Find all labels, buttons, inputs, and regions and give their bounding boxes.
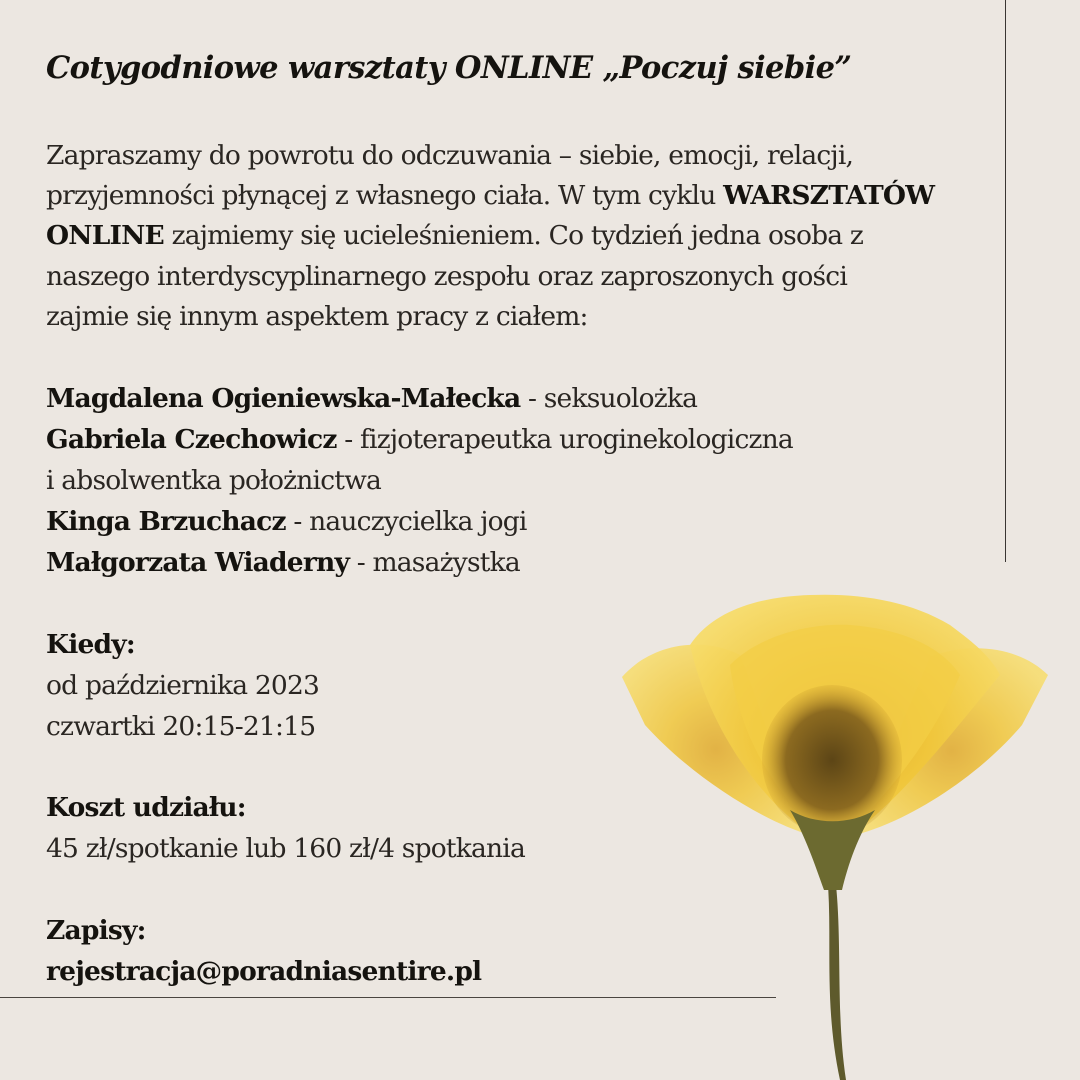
team-member: [46, 419, 793, 460]
when-date: od października 2023: [46, 670, 320, 701]
flower-center: [762, 685, 902, 835]
intro-paragraph: [46, 136, 1036, 337]
poster-title: Cotygodniowe warsztaty ONLINE „Poczuj siebie”: [46, 50, 852, 86]
cost-price: 45 zł/spotkanie lub 160 zł/4 spotkania: [46, 833, 525, 864]
intro-text: przyjemności płynącej z własnego ciała. W tym cyklu: [46, 180, 724, 212]
intro-bold-workshops: WARSZTATÓW: [723, 180, 935, 212]
when-heading: Kiedy:: [46, 629, 135, 660]
team-member: [46, 501, 793, 542]
team-member-name: Małgorzata Wiaderny: [46, 547, 350, 578]
signup-heading: Zapisy:: [46, 915, 146, 946]
intro-bold-online: ONLINE: [46, 220, 164, 252]
team-list: [46, 378, 793, 583]
team-member-role: - fizjoterapeutka uroginekologiczna: [336, 424, 793, 455]
team-member-role: - masażystka: [349, 547, 520, 578]
intro-text: zajmiemy się ucieleśnieniem. Co tydzień jedna osoba z: [163, 220, 864, 252]
when-time: czwartki 20:15-21:15: [46, 711, 316, 742]
team-member-name: Gabriela Czechowicz: [46, 424, 337, 455]
intro-line: [46, 216, 1036, 256]
cost-section: [46, 787, 525, 869]
intro-line: Zapraszamy do powrotu do odczuwania – siebie, emocji, relacji,: [46, 140, 854, 171]
team-member: [46, 542, 793, 583]
team-member: [46, 378, 793, 419]
signup-email: rejestracja@poradniasentire.pl: [46, 956, 482, 987]
yellow-poppy-flower-image: [610, 585, 1060, 1080]
cost-heading: Koszt udziału:: [46, 792, 246, 823]
team-member-role: - seksuolożka: [520, 383, 698, 414]
flower-stem: [828, 885, 846, 1080]
team-member-role-continued: i absolwentka położnictwa: [46, 465, 381, 496]
vertical-divider: [1005, 0, 1006, 562]
flower-sepal: [790, 810, 875, 890]
team-member-role: - nauczycielka jogi: [285, 506, 527, 537]
intro-line: [46, 176, 1036, 216]
team-member-name: Kinga Brzuchacz: [46, 506, 286, 537]
team-member-name: Magdalena Ogieniewska-Małecka: [46, 383, 521, 414]
intro-line: naszego interdyscyplinarnego zespołu oraz zaproszonych gości: [46, 260, 847, 292]
when-section: [46, 624, 319, 747]
intro-line: zajmie się innym aspektem pracy z ciałem:: [46, 300, 588, 332]
signup-section: [46, 910, 481, 992]
